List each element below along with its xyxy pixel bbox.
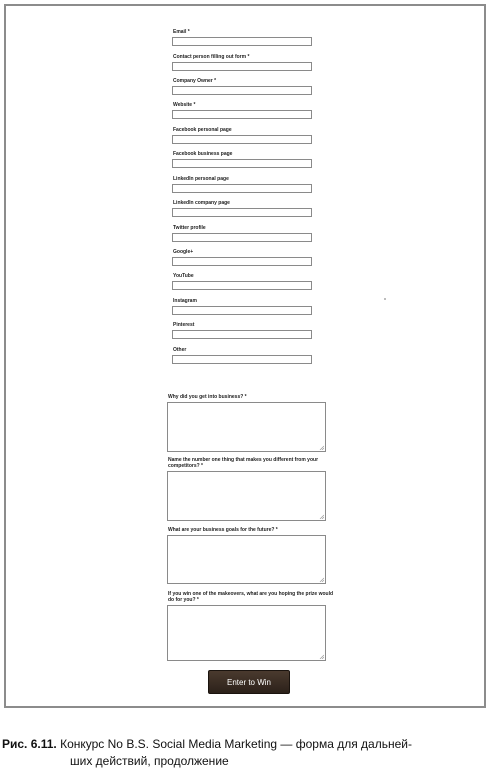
caption-line-1: Конкурс No B.S. Social Media Marketing — форма для дальней-	[60, 737, 412, 751]
instagram-field[interactable]	[172, 306, 312, 315]
facebook-business-label: Facebook business page	[173, 151, 233, 157]
why-business-label: Why did you get into business? *	[168, 394, 247, 400]
scan-speck	[384, 298, 386, 300]
contact-person-label: Contact person filling out form *	[173, 54, 250, 60]
facebook-personal-field[interactable]	[172, 135, 312, 144]
youtube-field[interactable]	[172, 281, 312, 290]
company-owner-label: Company Owner *	[173, 78, 217, 84]
facebook-personal-label: Facebook personal page	[173, 127, 232, 133]
resize-grip-icon[interactable]	[319, 654, 324, 659]
differentiator-textarea[interactable]	[167, 471, 326, 521]
business-goals-textarea[interactable]	[167, 535, 326, 584]
instagram-label: Instagram	[173, 298, 197, 304]
google-plus-field[interactable]	[172, 257, 312, 266]
caption-line-2: ших действий, продолжение	[70, 754, 229, 768]
figure-number: Рис. 6.11.	[2, 737, 57, 751]
youtube-label: YouTube	[173, 273, 194, 279]
linkedin-company-field[interactable]	[172, 208, 312, 217]
enter-to-win-button[interactable]: Enter to Win	[208, 670, 290, 694]
resize-grip-icon[interactable]	[319, 514, 324, 519]
website-label: Website *	[173, 102, 196, 108]
linkedin-company-label: LinkedIn company page	[173, 200, 230, 206]
company-owner-field[interactable]	[172, 86, 312, 95]
why-business-textarea[interactable]	[167, 402, 326, 452]
email-field[interactable]	[172, 37, 312, 46]
pinterest-label: Pinterest	[173, 322, 195, 328]
other-label: Other	[173, 347, 187, 353]
business-goals-label: What are your business goals for the future? *	[168, 527, 278, 533]
twitter-profile-label: Twitter profile	[173, 225, 206, 231]
linkedin-personal-field[interactable]	[172, 184, 312, 193]
pinterest-field[interactable]	[172, 330, 312, 339]
resize-grip-icon[interactable]	[319, 577, 324, 582]
resize-grip-icon[interactable]	[319, 445, 324, 450]
facebook-business-field[interactable]	[172, 159, 312, 168]
google-plus-label: Google+	[173, 249, 194, 255]
prize-hope-textarea[interactable]	[167, 605, 326, 661]
other-field[interactable]	[172, 355, 312, 364]
linkedin-personal-label: LinkedIn personal page	[173, 176, 229, 182]
differentiator-label: Name the number one thing that makes you different from your competitors? *	[168, 457, 319, 469]
website-field[interactable]	[172, 110, 312, 119]
prize-hope-label: If you win one of the makeovers, what are you hoping the prize would do for you? *	[168, 591, 334, 603]
figure-caption	[2, 736, 490, 770]
email-label: Email *	[173, 29, 190, 35]
twitter-profile-field[interactable]	[172, 233, 312, 242]
contact-person-field[interactable]	[172, 62, 312, 71]
